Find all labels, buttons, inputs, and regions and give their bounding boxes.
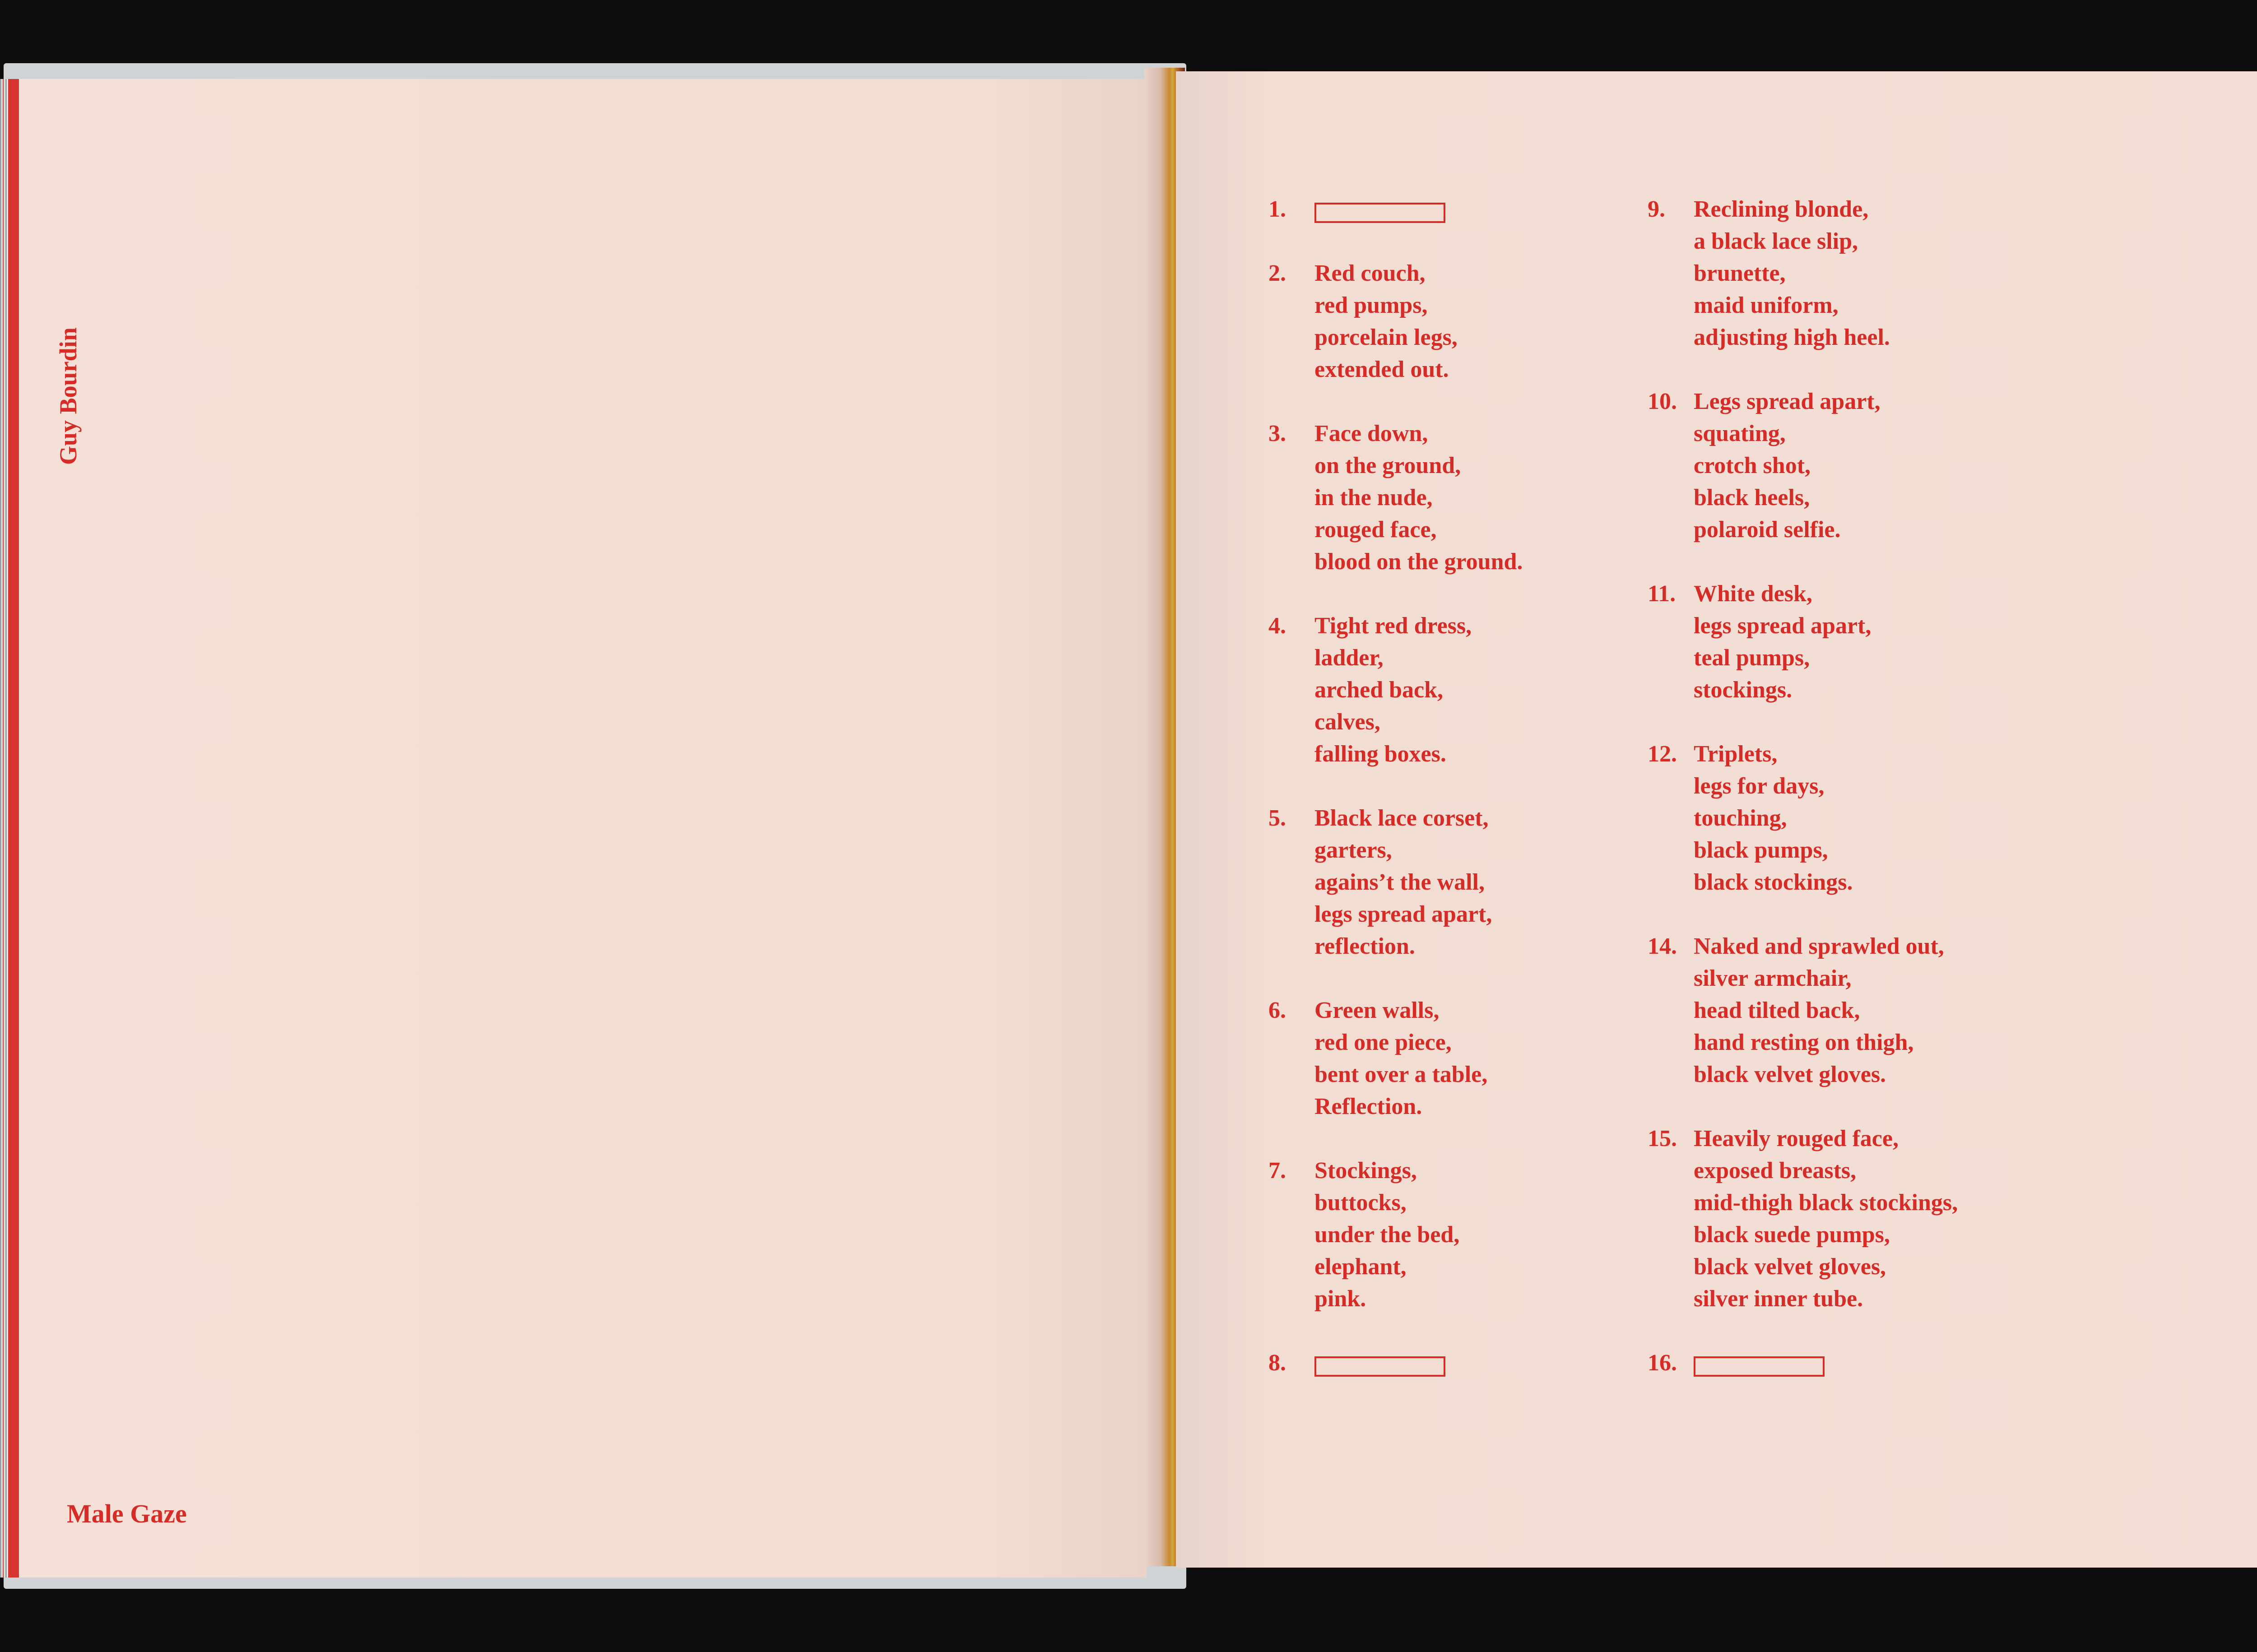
item-spacer (1268, 225, 1675, 257)
item-line: White desk, (1694, 581, 1812, 607)
list-item (1648, 578, 2144, 706)
item-text (1694, 578, 2144, 706)
list-item (1648, 385, 2144, 546)
item-spacer (1648, 353, 2144, 385)
item-text (1314, 1155, 1675, 1315)
item-line: agains’t the wall, (1314, 869, 1485, 895)
item-number: 12. (1648, 741, 1677, 767)
redacted-box (1694, 1356, 1825, 1377)
item-line: squating, (1694, 421, 1786, 446)
left-page (9, 79, 1147, 1578)
item-line: porcelain legs, (1314, 325, 1458, 350)
item-text (1314, 257, 1675, 385)
right-page (1176, 71, 2257, 1568)
item-line: hand resting on thigh, (1694, 1030, 1914, 1055)
item-line: pink. (1314, 1286, 1366, 1312)
item-number: 5. (1268, 805, 1286, 831)
list-item (1268, 1155, 1675, 1315)
item-line: Face down, (1314, 421, 1428, 446)
item-number: 10. (1648, 389, 1677, 414)
list-column-right (1648, 193, 2144, 1379)
list-item (1648, 1347, 2144, 1379)
item-text (1314, 193, 1675, 225)
item-text (1694, 1123, 2144, 1315)
item-spacer (1648, 1315, 2144, 1347)
item-number: 7. (1268, 1158, 1286, 1183)
item-line: maid uniform, (1694, 292, 1839, 318)
item-number: 15. (1648, 1126, 1677, 1151)
item-line: red one piece, (1314, 1030, 1452, 1055)
item-line: Legs spread apart, (1694, 389, 1881, 414)
item-line: crotch shot, (1694, 453, 1811, 478)
item-line: legs for days, (1694, 773, 1825, 799)
list-item (1268, 418, 1675, 578)
item-number: 11. (1648, 581, 1676, 607)
redacted-box (1314, 203, 1445, 223)
item-line: bent over a table, (1314, 1062, 1488, 1087)
item-line: black velvet gloves. (1694, 1062, 1886, 1087)
item-spacer (1648, 546, 2144, 578)
item-spacer (1268, 962, 1675, 994)
item-line: touching, (1694, 805, 1787, 831)
item-text (1694, 930, 2144, 1091)
item-text (1314, 994, 1675, 1123)
item-line: legs spread apart, (1314, 901, 1492, 927)
item-line: Stockings, (1314, 1158, 1417, 1183)
item-line: garters, (1314, 837, 1392, 863)
item-text (1694, 193, 2144, 353)
item-line: calves, (1314, 709, 1380, 735)
redacted-box (1314, 1356, 1445, 1377)
item-spacer (1268, 1315, 1675, 1347)
list-item (1268, 193, 1675, 225)
item-line: polaroid selfie. (1694, 517, 1841, 543)
item-line: arched back, (1314, 677, 1444, 703)
item-text (1314, 418, 1675, 578)
item-line: Triplets, (1694, 741, 1778, 767)
list-column-left (1268, 193, 1675, 1379)
item-line: adjusting high heel. (1694, 325, 1890, 350)
item-spacer (1648, 706, 2144, 738)
item-text (1694, 1347, 2144, 1379)
item-line: blood on the ground. (1314, 549, 1523, 575)
item-text (1314, 610, 1675, 770)
item-line: a black lace slip, (1694, 228, 1858, 254)
item-line: extended out. (1314, 357, 1449, 382)
item-line: elephant, (1314, 1254, 1407, 1280)
item-line: black velvet gloves, (1694, 1254, 1886, 1280)
footer-title: Male Gaze (67, 1499, 187, 1528)
item-number: 3. (1268, 421, 1286, 446)
item-line: in the nude, (1314, 485, 1433, 510)
item-spacer (1648, 898, 2144, 930)
item-number: 6. (1268, 998, 1286, 1023)
item-line: Naked and sprawled out, (1694, 933, 1944, 959)
page-edge-stripes (0, 79, 9, 1578)
item-line: legs spread apart, (1694, 613, 1872, 639)
list-item (1268, 994, 1675, 1123)
running-head-container (42, 275, 82, 465)
item-number: 9. (1648, 196, 1665, 222)
item-text (1314, 802, 1675, 962)
item-line: black pumps, (1694, 837, 1828, 863)
list-item (1268, 257, 1675, 385)
item-line: Reflection. (1314, 1094, 1422, 1119)
item-number: 2. (1268, 260, 1286, 286)
item-line: Tight red dress, (1314, 613, 1472, 639)
item-line: silver inner tube. (1694, 1286, 1863, 1312)
item-spacer (1648, 1091, 2144, 1123)
item-line: silver armchair, (1694, 965, 1852, 991)
item-text (1694, 385, 2144, 546)
list-item (1268, 1347, 1675, 1379)
list-item (1648, 193, 2144, 353)
item-line: falling boxes. (1314, 741, 1446, 767)
item-spacer (1268, 1123, 1675, 1155)
item-spacer (1268, 770, 1675, 802)
item-number: 4. (1268, 613, 1286, 639)
item-line: stockings. (1694, 677, 1793, 703)
item-number: 14. (1648, 933, 1677, 959)
item-number: 16. (1648, 1350, 1677, 1376)
item-line: teal pumps, (1694, 645, 1810, 671)
item-spacer (1268, 578, 1675, 610)
item-line: head tilted back, (1694, 998, 1860, 1023)
item-line: brunette, (1694, 260, 1786, 286)
item-text (1694, 738, 2144, 898)
item-line: black stockings. (1694, 869, 1853, 895)
item-line: reflection. (1314, 933, 1415, 959)
running-head: Guy Bourdin (55, 327, 82, 465)
list-item (1268, 610, 1675, 770)
item-line: Green walls, (1314, 998, 1440, 1023)
red-edge-strip (9, 79, 19, 1578)
item-text (1314, 1347, 1675, 1379)
item-line: black suede pumps, (1694, 1222, 1890, 1248)
item-line: Reclining blonde, (1694, 196, 1869, 222)
item-line: Heavily rouged face, (1694, 1126, 1899, 1151)
list-item (1268, 802, 1675, 962)
item-line: Red couch, (1314, 260, 1426, 286)
list-item (1648, 930, 2144, 1091)
item-spacer (1268, 385, 1675, 418)
item-line: on the ground, (1314, 453, 1461, 478)
list-item (1648, 738, 2144, 898)
item-line: rouged face, (1314, 517, 1437, 543)
item-number: 1. (1268, 196, 1286, 222)
item-line: Black lace corset, (1314, 805, 1489, 831)
item-line: mid-thigh black stockings, (1694, 1190, 1958, 1216)
item-line: buttocks, (1314, 1190, 1407, 1216)
item-number: 8. (1268, 1350, 1286, 1376)
item-line: exposed breasts, (1694, 1158, 1857, 1183)
item-line: ladder, (1314, 645, 1384, 671)
item-line: black heels, (1694, 485, 1810, 510)
list-item (1648, 1123, 2144, 1315)
item-line: red pumps, (1314, 292, 1428, 318)
item-line: under the bed, (1314, 1222, 1460, 1248)
